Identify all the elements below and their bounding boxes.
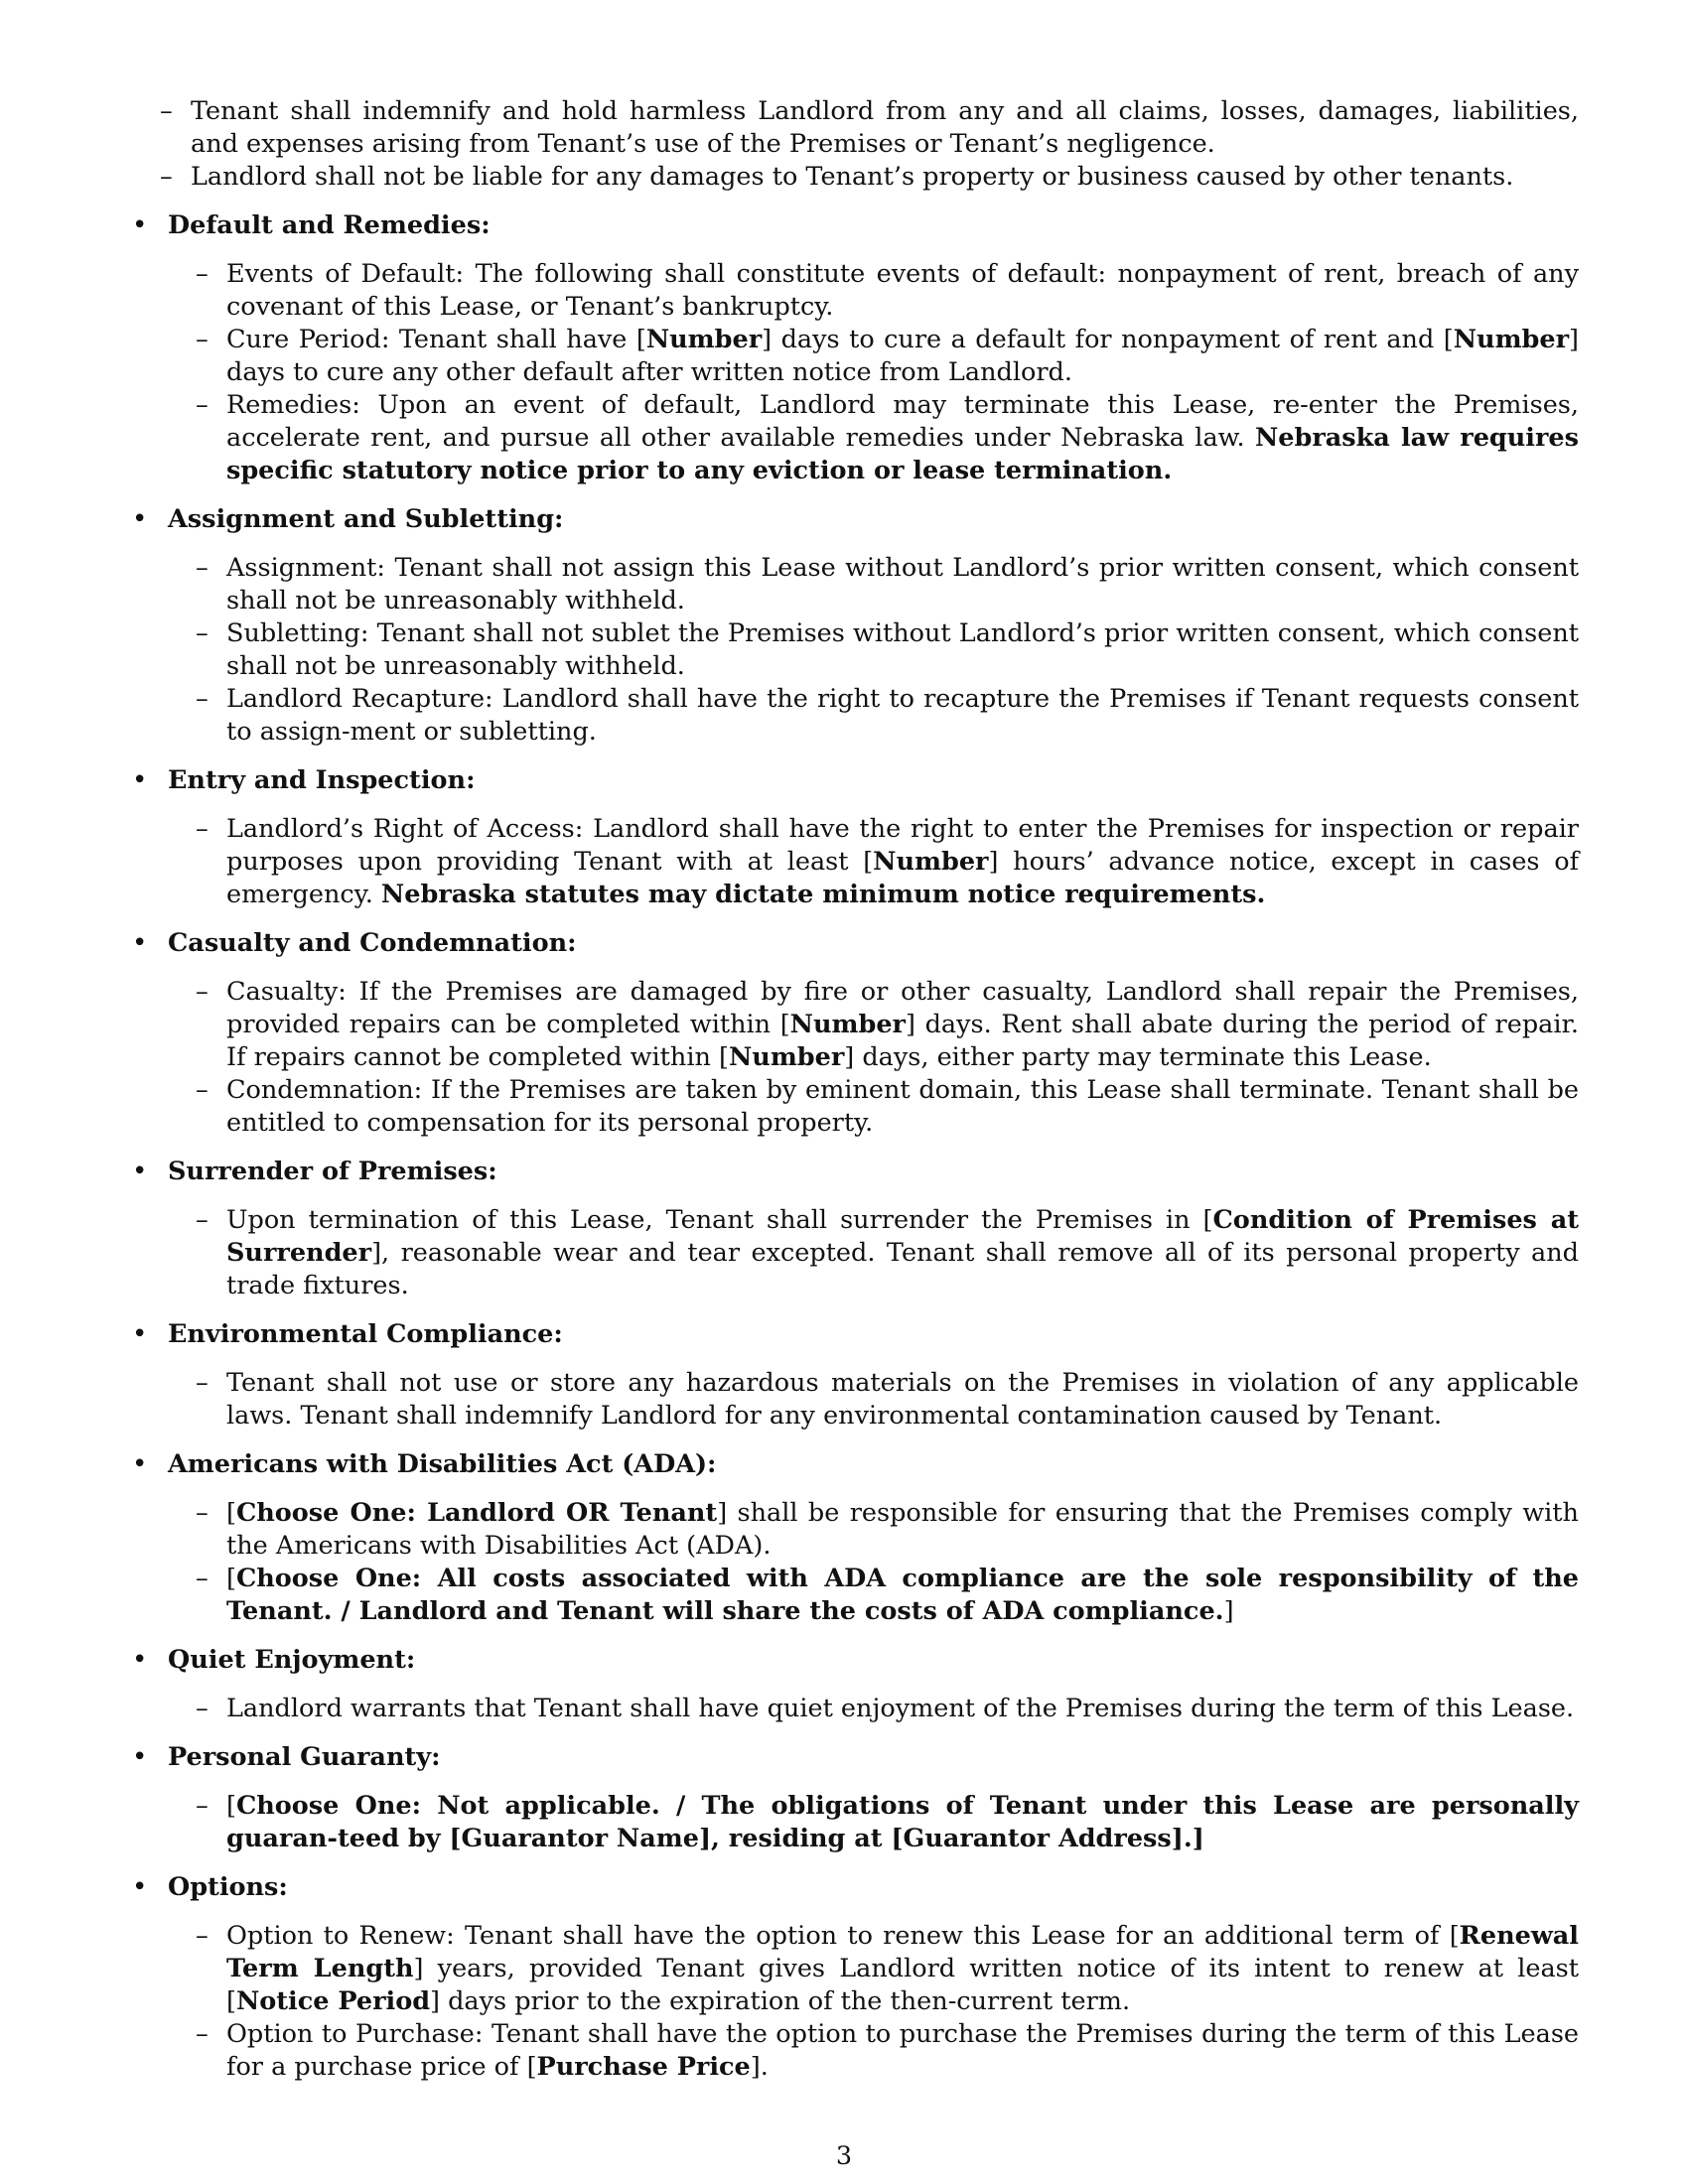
section-heading: • Surrender of Premises: (168, 1157, 497, 1186)
section-item-list (132, 95, 1579, 194)
text-segment: [ (226, 1791, 236, 1821)
section-item (226, 683, 1579, 749)
section-item (191, 95, 1579, 161)
section-item (226, 1790, 1579, 1855)
text-segment: Option to Renew: Tenant shall have the option to renew this Lease for an additional term of [ (226, 1921, 1460, 1951)
section-item (226, 389, 1579, 487)
section-item (226, 1693, 1579, 1725)
section-heading: • Options: (168, 1872, 288, 1902)
section-item (226, 617, 1579, 683)
section-heading: • Personal Guaranty: (168, 1742, 441, 1772)
section-heading: • Environmental Compliance: (168, 1319, 563, 1349)
text-segment: ], reasonable wear and tear excepted. Tenant shall remove all of its personal property and trade fixtures. (226, 1238, 1579, 1300)
lease-section (132, 503, 1579, 749)
lease-section (132, 209, 1579, 487)
text-segment: Tenant shall not use or store any hazardous materials on the Premises in violation of any applicable laws. Tenant shall indemnify Landlord for any environmental contamination caused by Tenant. (226, 1368, 1579, 1431)
section-item (226, 976, 1579, 1074)
section-heading: • Assignment and Subletting: (168, 504, 564, 534)
text-segment: Condemnation: If the Premises are taken by eminent domain, this Lease shall terminate. Tenant shall be entitled to compensation for its personal property. (226, 1075, 1579, 1138)
bold-text-segment: Number (1453, 325, 1570, 354)
section-item (226, 1563, 1579, 1628)
section-heading: • Quiet Enjoyment: (168, 1645, 416, 1675)
text-segment: Tenant shall indemnify and hold harmless Landlord from any and all claims, losses, damages, liabilities, and expenses arising from Tenant’s use of the Premises or Tenant’s negligence. (191, 96, 1579, 159)
section-item (226, 1920, 1579, 2018)
section-item (226, 552, 1579, 617)
bold-text-segment: Choose One: Not applicable. / The obligations of Tenant under this Lease are personally guaran-teed by [Guarantor Name], residing at [Guarantor Address].] (226, 1791, 1579, 1853)
lease-section (132, 764, 1579, 911)
section-item (226, 1074, 1579, 1140)
text-segment: Landlord warrants that Tenant shall have quiet enjoyment of the Premises during the term of this Lease. (226, 1694, 1575, 1723)
bold-text-segment: Number (728, 1042, 845, 1072)
lease-section (132, 927, 1579, 1140)
text-segment: ] days prior to the expiration of the then-current term. (430, 1986, 1131, 2016)
text-segment: ] days. Rent shall abate during the period of repair. If repairs cannot be completed within [ (226, 1010, 1579, 1072)
section-item (226, 813, 1579, 911)
section-item (191, 161, 1579, 194)
text-segment: Cure Period: Tenant shall have [ (226, 325, 646, 354)
text-segment: Upon termination of this Lease, Tenant shall surrender the Premises in [ (226, 1205, 1213, 1235)
text-segment: Landlord shall not be liable for any damages to Tenant’s property or business caused by other tenants. (191, 162, 1514, 192)
bold-text-segment: Nebraska statutes may dictate minimum notice requirements. (380, 880, 1266, 909)
lease-section (132, 1448, 1579, 1628)
text-segment: [ (226, 1564, 236, 1593)
lease-section (132, 1644, 1579, 1725)
section-item (226, 258, 1579, 324)
section-item-list (168, 552, 1579, 749)
text-segment: Landlord’s Right of Access: Landlord shall have the right to enter the Premises for inspection or repair purposes upon providing Tenant with at least [ (226, 814, 1579, 877)
text-segment: ] (1223, 1596, 1234, 1626)
section-item (226, 1367, 1579, 1433)
bold-text-segment: Condition of Premises at Surrender (226, 1205, 1579, 1268)
text-segment: ] days to cure any other default after written notice from Landlord. (226, 325, 1579, 387)
section-item (226, 324, 1579, 389)
section-item-list (168, 1920, 1579, 2084)
section-heading: • Default and Remedies: (168, 210, 491, 240)
text-segment: Landlord Recapture: Landlord shall have the right to recapture the Premises if Tenant requests consent to assign-ment or subletting. (226, 684, 1579, 747)
page-number: 3 (835, 2141, 853, 2171)
text-segment: ] years, provided Tenant gives Landlord written notice of its intent to renew at least [ (226, 1954, 1579, 2016)
lease-section (132, 1871, 1579, 2084)
bold-text-segment: Purchase Price (536, 2052, 751, 2082)
bold-text-segment: Number (645, 325, 763, 354)
section-heading: • Entry and Inspection: (168, 765, 476, 795)
text-segment: ]. (750, 2052, 769, 2082)
bold-text-segment: Notice Period (235, 1986, 431, 2016)
text-segment: ] days to cure a default for nonpayment of rent and [ (762, 325, 1454, 354)
section-item (226, 1497, 1579, 1563)
section-item-list (168, 1367, 1579, 1433)
text-segment: [ (226, 1498, 236, 1528)
section-item-list (168, 258, 1579, 487)
text-segment: Casualty: If the Premises are damaged by fire or other casualty, Landlord shall repair the Premises, provided repairs can be completed within [ (226, 977, 1579, 1039)
section-item-list (168, 1790, 1579, 1855)
section-item-list (168, 976, 1579, 1140)
lease-section (132, 1156, 1579, 1302)
section-item (226, 1204, 1579, 1302)
text-segment: ] shall be responsible for ensuring that the Premises comply with the Americans with Disabilities Act (ADA). (226, 1498, 1579, 1561)
section-heading: • Americans with Disabilities Act (ADA): (168, 1449, 717, 1479)
bold-text-segment: Number (789, 1010, 906, 1039)
text-segment: Option to Purchase: Tenant shall have the option to purchase the Premises during the term of this Lease for a purchase price of [ (226, 2019, 1579, 2082)
text-segment: Events of Default: The following shall constitute events of default: nonpayment of rent, breach of any covenant of this Lease, or Tenant’s bankruptcy. (226, 259, 1579, 322)
section-heading: • Casualty and Condemnation: (168, 928, 577, 958)
section-item (226, 2018, 1579, 2084)
lease-section (132, 1318, 1579, 1433)
text-segment: ] days, either party may terminate this Lease. (844, 1042, 1432, 1072)
bold-text-segment: Choose One: All costs associated with ADA compliance are the sole responsibility of the Tenant. / Landlord and Tenant will share the costs of ADA compliance. (226, 1564, 1579, 1626)
text-segment: Remedies: Upon an event of default, Landlord may terminate this Lease, re-enter the Premises, accelerate rent, and pursue all other available remedies under Nebraska law. (226, 390, 1579, 453)
section-item-list (168, 1693, 1579, 1725)
bold-text-segment: Choose One: Landlord OR Tenant (235, 1498, 718, 1528)
lease-section (132, 1741, 1579, 1855)
text-segment: ] hours’ advance notice, except in cases of emergency. (226, 847, 1580, 909)
section-item-list (168, 813, 1579, 911)
bold-text-segment: Renewal Term Length (226, 1921, 1579, 1983)
section-item-list (168, 1497, 1579, 1628)
section-item-list (168, 1204, 1579, 1302)
bold-text-segment: Nebraska law requires specific statutory notice prior to any eviction or lease termination. (226, 423, 1579, 485)
bold-text-segment: Number (873, 847, 989, 877)
text-segment: Assignment: Tenant shall not assign this Lease without Landlord’s prior written consent, which consent shall not be unreasonably withheld. (226, 553, 1579, 615)
lease-section (132, 95, 1579, 194)
lease-section-list (132, 95, 1579, 2084)
text-segment: Subletting: Tenant shall not sublet the Premises without Landlord’s prior written consent, which consent shall not be unreasonably withheld. (226, 618, 1579, 681)
